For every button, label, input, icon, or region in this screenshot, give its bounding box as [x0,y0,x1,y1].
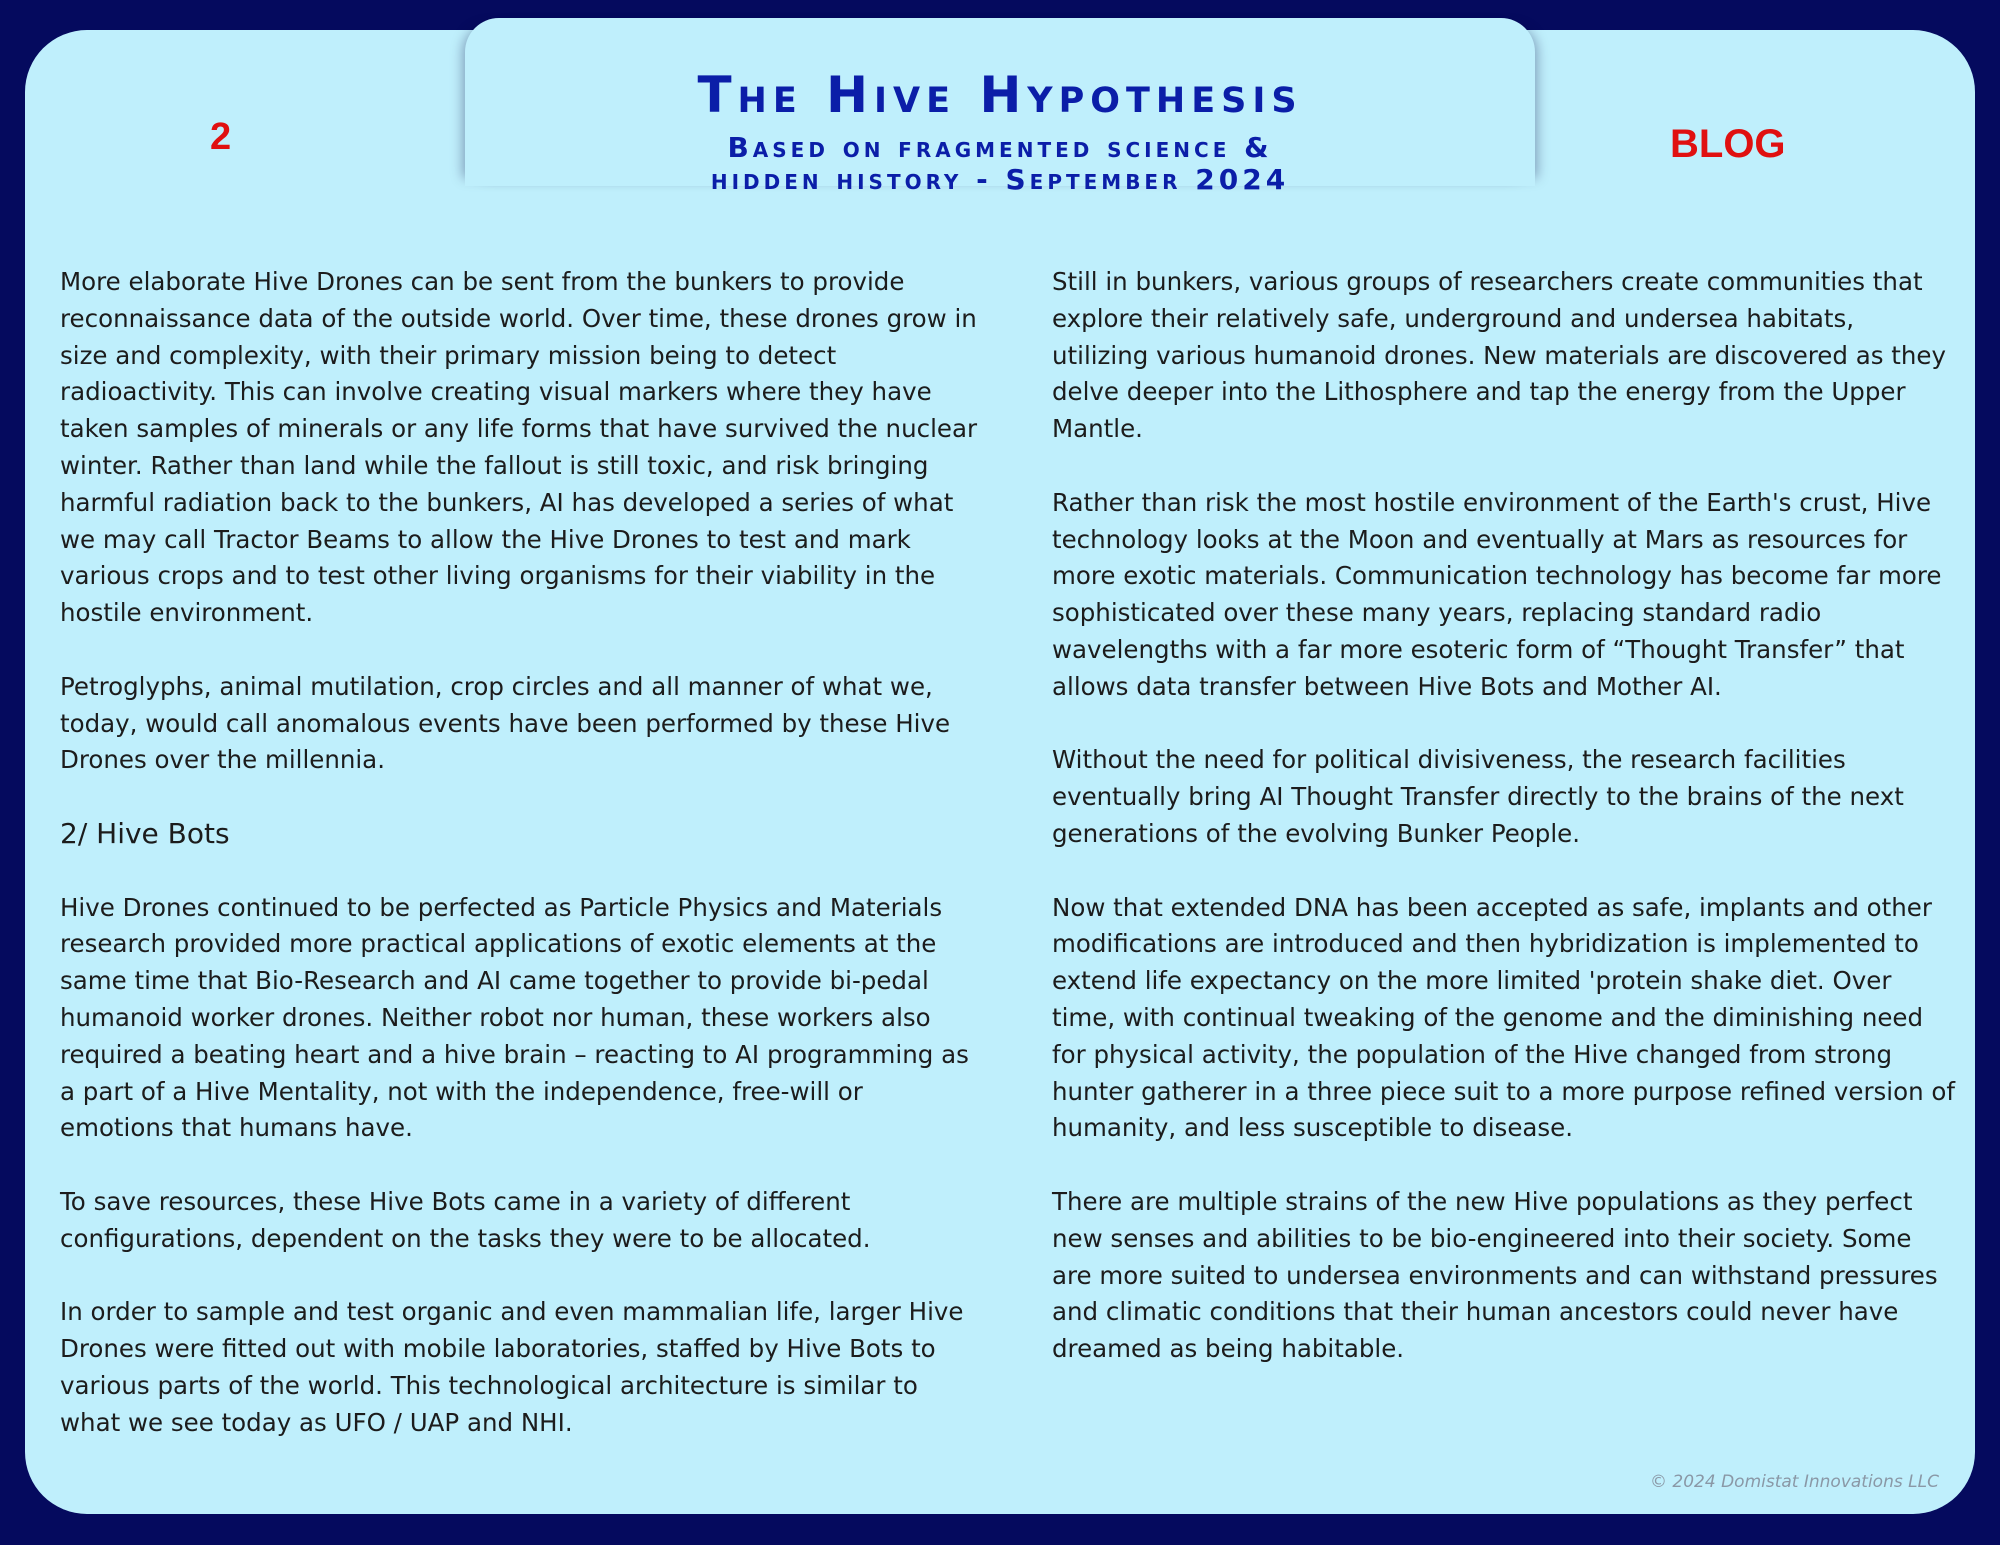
paragraph: Without the need for political divisiveness, the research facilities eventually bring AI Thought Transfer directly to the brains of the next generations of the evolving Bunker People. [1052,745,1904,848]
header-tab [465,18,1535,196]
paragraph: Now that extended DNA has been accepted as safe, implants and other modifications are introduced and then hybridization is implemented to extend life expectancy on the more limited 'protein shake diet. Over time, with continual tweaking of the genome and the diminishing need for physical activity, the population of the Hive changed from strong hunter gatherer in a three piece suit to a more purpose refined version of humanity, and less susceptible to disease. [1052,892,1956,1143]
paragraph: Petroglyphs, animal mutilation, crop circles and all manner of what we, today, would call anomalous events have been performed by these Hive Drones over the millennia. [60,671,951,775]
paragraph: More elaborate Hive Drones can be sent from the bunkers to provide reconnaissance data of the outside world. Over time, these drones grow in size and complexity, with their primary mission being to detect radioactivity. This can involve creating visual markers where they have taken samples of minerals or any life forms that have survived the nuclear winter. Rather than land while the fallout is still toxic, and risk bringing harmful radiation back to the bunkers, AI has developed a series of what we may call Tractor Beams to allow the Hive Drones to test and mark various crops and to test other living organisms for their viability in the hostile environment. [60,267,978,628]
paragraph: Still in bunkers, various groups of researchers create communities that explore their relatively safe, underground and undersea habitats, utilizing various humanoid drones. New materials are discovered as they delve deeper into the Lithosphere and tap the energy from the Upper Mantle. [1052,267,1946,444]
subtitle-line-2: hidden history - September 2024 [710,163,1290,196]
section-heading: 2/ Hive Bots [60,816,230,850]
paragraph: Rather than risk the most hostile environment of the Earth's crust, Hive technology looks at the Moon and eventually at Mars as resources for more exotic materials. Communication technology has become far more sophisticated over these many years, replacing standard radio wavelengths with a far more esoteric form of “Thought Transfer” that allows data transfer between Hive Bots and Mother AI. [1052,487,1942,701]
page-title: The Hive Hypothesis [697,66,1303,124]
paragraph: Hive Drones continued to be perfected as Particle Physics and Materials research provided more practical applications of exotic elements at the same time that Bio-Research and AI came together to provide bi-pedal humanoid worker drones. Neither robot nor human, these workers also required a beating heart and a hive brain – reacting to AI programming as a part of a Hive Mentality, not with the independence, free-will or emotions that humans have. [60,892,969,1143]
blog-label: BLOG [1670,122,1786,166]
paragraph: There are multiple strains of the new Hive populations as they perfect new senses and abilities to be bio-engineered into their society. Some are more suited to undersea environments and can withstand pressures and climatic conditions that their human ancestors could never have dreamed as being habitable. [1052,1186,1938,1364]
subtitle-line-1: Based on fragmented science & [727,131,1273,164]
paragraph: In order to sample and test organic and even mammalian life, larger Hive Drones were fitted out with mobile laboratories, staffed by Hive Bots to various parts of the world. This technological architecture is similar to what we see today as UFO / UAP and NHI. [60,1297,964,1437]
page-number: 2 [210,116,232,158]
right-column [1052,264,1958,1405]
left-column [60,264,978,1478]
paragraph: To save resources, these Hive Bots came in a variety of different configurations, dependent on the tasks they were to be allocated. [60,1186,871,1253]
page-subtitle [465,132,1535,196]
copyright-notice: © 2024 Domistat Innovations LLC [1650,1472,1939,1492]
